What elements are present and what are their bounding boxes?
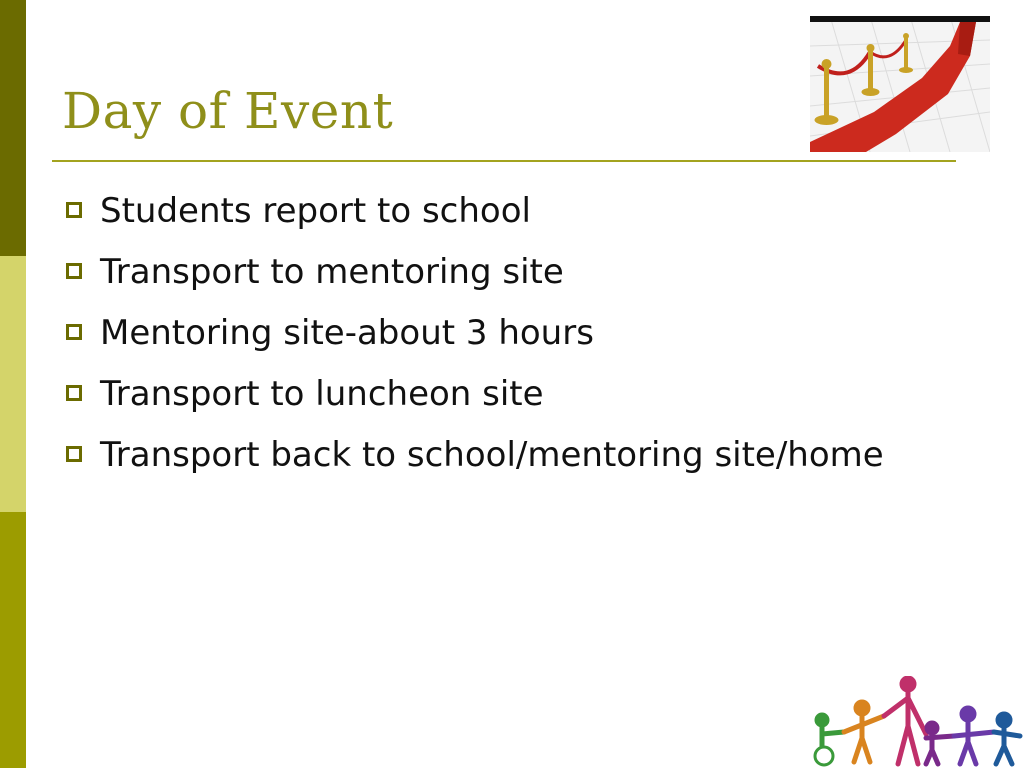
bullet-text: Transport to mentoring site: [100, 252, 564, 292]
square-bullet-icon: [66, 385, 82, 401]
bullet-text: Transport back to school/mentoring site/home: [100, 435, 884, 475]
list-item: [66, 310, 886, 356]
sidebar-bottom-segment: [0, 512, 26, 768]
list-item: [66, 371, 886, 417]
slide-title: Day of Event: [62, 82, 394, 140]
bullet-text: Transport to luncheon site: [100, 374, 544, 414]
list-item: [66, 432, 886, 478]
bullet-text: Students report to school: [100, 191, 531, 231]
red-carpet-image: [810, 16, 990, 152]
square-bullet-icon: [66, 202, 82, 218]
list-item: [66, 188, 886, 234]
square-bullet-icon: [66, 324, 82, 340]
people-holding-hands-logo: [808, 676, 1024, 768]
square-bullet-icon: [66, 446, 82, 462]
list-item: [66, 249, 886, 295]
bullet-list: [66, 188, 886, 493]
bullet-text: Mentoring site-about 3 hours: [100, 313, 594, 353]
sidebar-middle-segment: [0, 256, 26, 512]
title-divider: [52, 160, 956, 162]
square-bullet-icon: [66, 263, 82, 279]
sidebar-top-segment: [0, 0, 26, 256]
